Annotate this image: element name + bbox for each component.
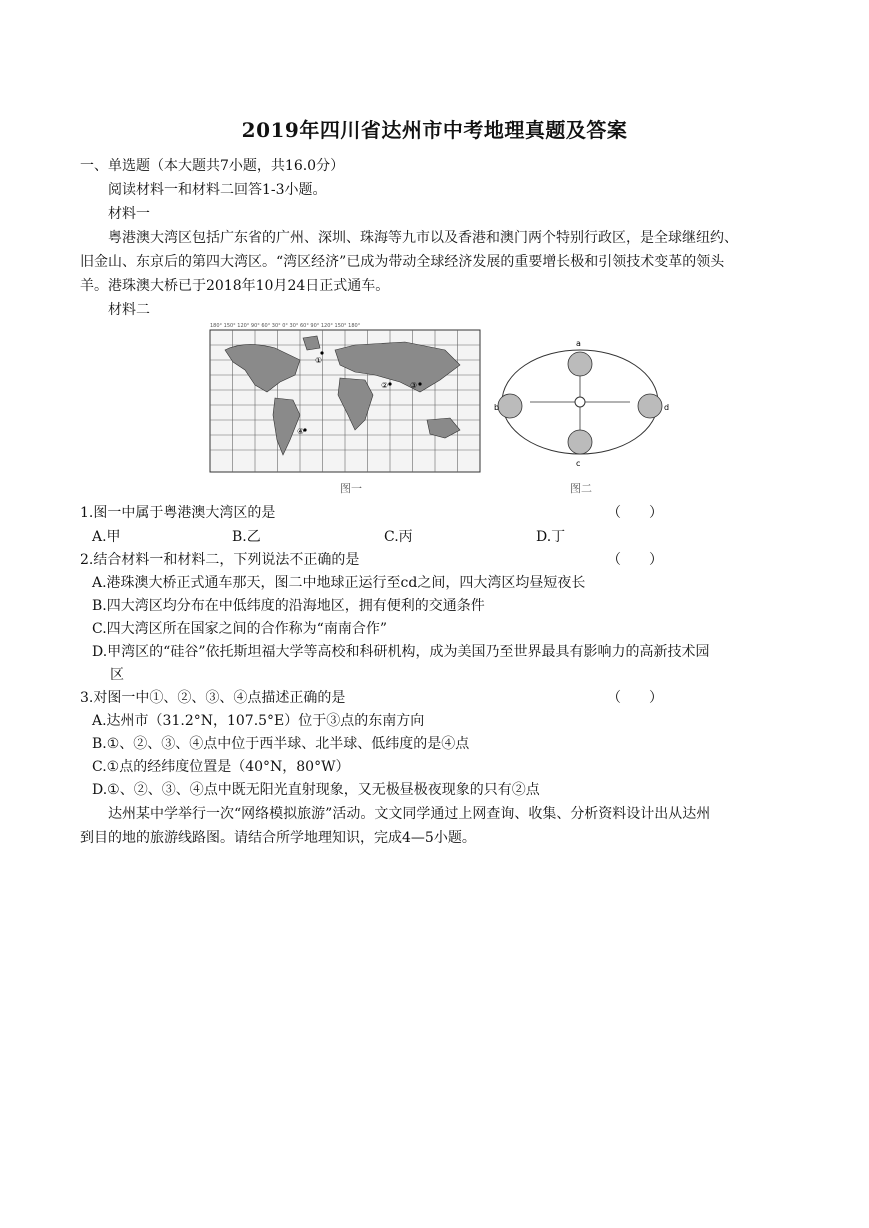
orbit-label-a: a bbox=[576, 339, 581, 348]
question-2-stem: 2.结合材料一和材料二，下列说法不正确的是 bbox=[80, 552, 360, 568]
question-1-stem: 1.图一中属于粤港澳大湾区的是 bbox=[80, 505, 276, 521]
world-map-figure bbox=[205, 320, 495, 480]
question-3-option-b: B.①、②、③、④点中位于西半球、北半球、低纬度的是④点 bbox=[92, 736, 470, 752]
orbit-label-c: c bbox=[576, 459, 581, 468]
tail-paragraph-line: 到目的地的旅游线路图。请结合所学地理知识，完成4—5小题。 bbox=[80, 830, 476, 846]
question-1-option-d: D.丁 bbox=[536, 529, 566, 545]
question-2-option-c: C.四大湾区所在国家之间的合作称为“南南合作” bbox=[92, 621, 387, 637]
question-2-option-b: B.四大湾区均分布在中低纬度的沿海地区，拥有便利的交通条件 bbox=[92, 598, 485, 614]
orbit-label-d: d bbox=[664, 403, 670, 412]
question-2-option-d: D.甲湾区的“硅谷”依托斯坦福大学等高校和科研机构，成为美国乃至世界最具有影响力的高新技术园 bbox=[92, 644, 710, 660]
material1-line: 粤港澳大湾区包括广东省的广州、深圳、珠海等九市以及香港和澳门两个特别行政区，是全球继纽约、 bbox=[108, 230, 738, 246]
question-3-stem: 3.对图一中①、②、③、④点描述正确的是 bbox=[80, 690, 346, 706]
map-marker-1: ① bbox=[315, 356, 323, 365]
question-3-option-c: C.①点的经纬度位置是（40°N，80°W） bbox=[92, 759, 350, 775]
question-2-answer-blank: （ ） bbox=[607, 552, 663, 568]
section-heading: 一、单选题（本大题共7小题，共16.0分） bbox=[80, 158, 345, 174]
question-2-option-d-continued: 区 bbox=[110, 667, 124, 683]
question-1-answer-blank: （ ） bbox=[607, 505, 663, 521]
map-marker-4: ④ bbox=[297, 427, 305, 436]
orbit-figure bbox=[490, 320, 670, 480]
document-title: 2019年四川省达州市中考地理真题及答案 bbox=[241, 118, 628, 142]
intro-text: 阅读材料一和材料二回答1-3小题。 bbox=[108, 182, 327, 198]
question-1-option-c: C.丙 bbox=[384, 529, 413, 545]
figures-area bbox=[200, 316, 670, 500]
figure1-caption: 图一 bbox=[340, 482, 362, 495]
material1-line: 羊。港珠澳大桥已于2018年10月24日正式通车。 bbox=[80, 278, 390, 294]
material2-label: 材料二 bbox=[108, 302, 150, 318]
map-marker-3: ③ bbox=[410, 381, 418, 390]
question-1-option-a: A.甲 bbox=[92, 529, 121, 545]
question-3-answer-blank: （ ） bbox=[607, 690, 663, 706]
question-1-option-b: B.乙 bbox=[232, 529, 261, 545]
question-3-option-a: A.达州市（31.2°N，107.5°E）位于③点的东南方向 bbox=[92, 713, 425, 729]
orbit-label-b: b bbox=[494, 403, 500, 412]
figure2-caption: 图二 bbox=[570, 482, 592, 495]
tail-paragraph-line: 达州某中学举行一次“网络模拟旅游”活动。文文同学通过上网查询、收集、分析资料设计出从达州 bbox=[108, 806, 711, 822]
map-longitude-labels: 180° 150° 120° 90° 60° 30° 0° 30° 60° 90° 120° 150° 180° bbox=[210, 323, 361, 329]
material1-label: 材料一 bbox=[108, 206, 150, 222]
map-marker-2: ② bbox=[381, 381, 389, 390]
question-3-option-d: D.①、②、③、④点中既无阳光直射现象，又无极昼极夜现象的只有②点 bbox=[92, 782, 540, 798]
material1-line: 旧金山、东京后的第四大湾区。“湾区经济”已成为带动全球经济发展的重要增长极和引领技术变革的领头 bbox=[80, 254, 725, 270]
question-2-option-a: A.港珠澳大桥正式通车那天，图二中地球正运行至cd之间，四大湾区均昼短夜长 bbox=[92, 575, 586, 591]
